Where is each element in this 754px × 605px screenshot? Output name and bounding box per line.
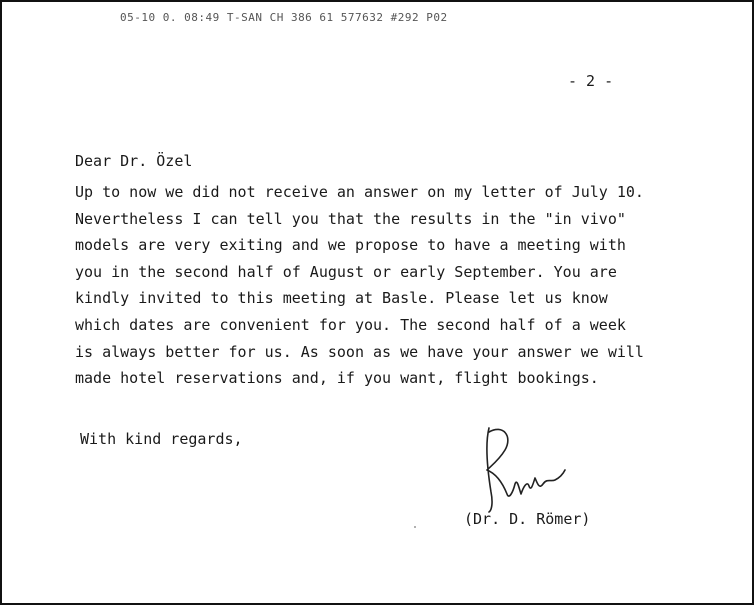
signatory-name: (Dr. D. Römer) (464, 510, 591, 528)
scan-speck (414, 526, 416, 528)
handwritten-signature (477, 422, 577, 517)
body-line: Nevertheless I can tell you that the results in the "in vivo" (75, 209, 626, 228)
body-line: Up to now we did not receive an answer on my letter of July 10. (75, 183, 644, 201)
body-line: which dates are convenient for you. The second half of a week (75, 315, 626, 334)
body-line: is always better for us. As soon as we have your answer we will (75, 342, 644, 361)
fax-header: 05-10 0. 08:49 T-SAN CH 386 61 577632 #292 P02 (120, 11, 448, 24)
salutation: Dear Dr. Özel (75, 152, 193, 170)
body-line: you in the second half of August or early September. You are (75, 262, 617, 281)
body-line: made hotel reservations and, if you want, flight bookings. (75, 369, 599, 388)
letter-body (75, 179, 644, 392)
closing: With kind regards, (80, 430, 243, 448)
body-line: kindly invited to this meeting at Basle. Please let us know (75, 289, 608, 308)
page-number: - 2 - (568, 72, 614, 90)
body-line: models are very exiting and we propose to have a meeting with (75, 236, 626, 255)
